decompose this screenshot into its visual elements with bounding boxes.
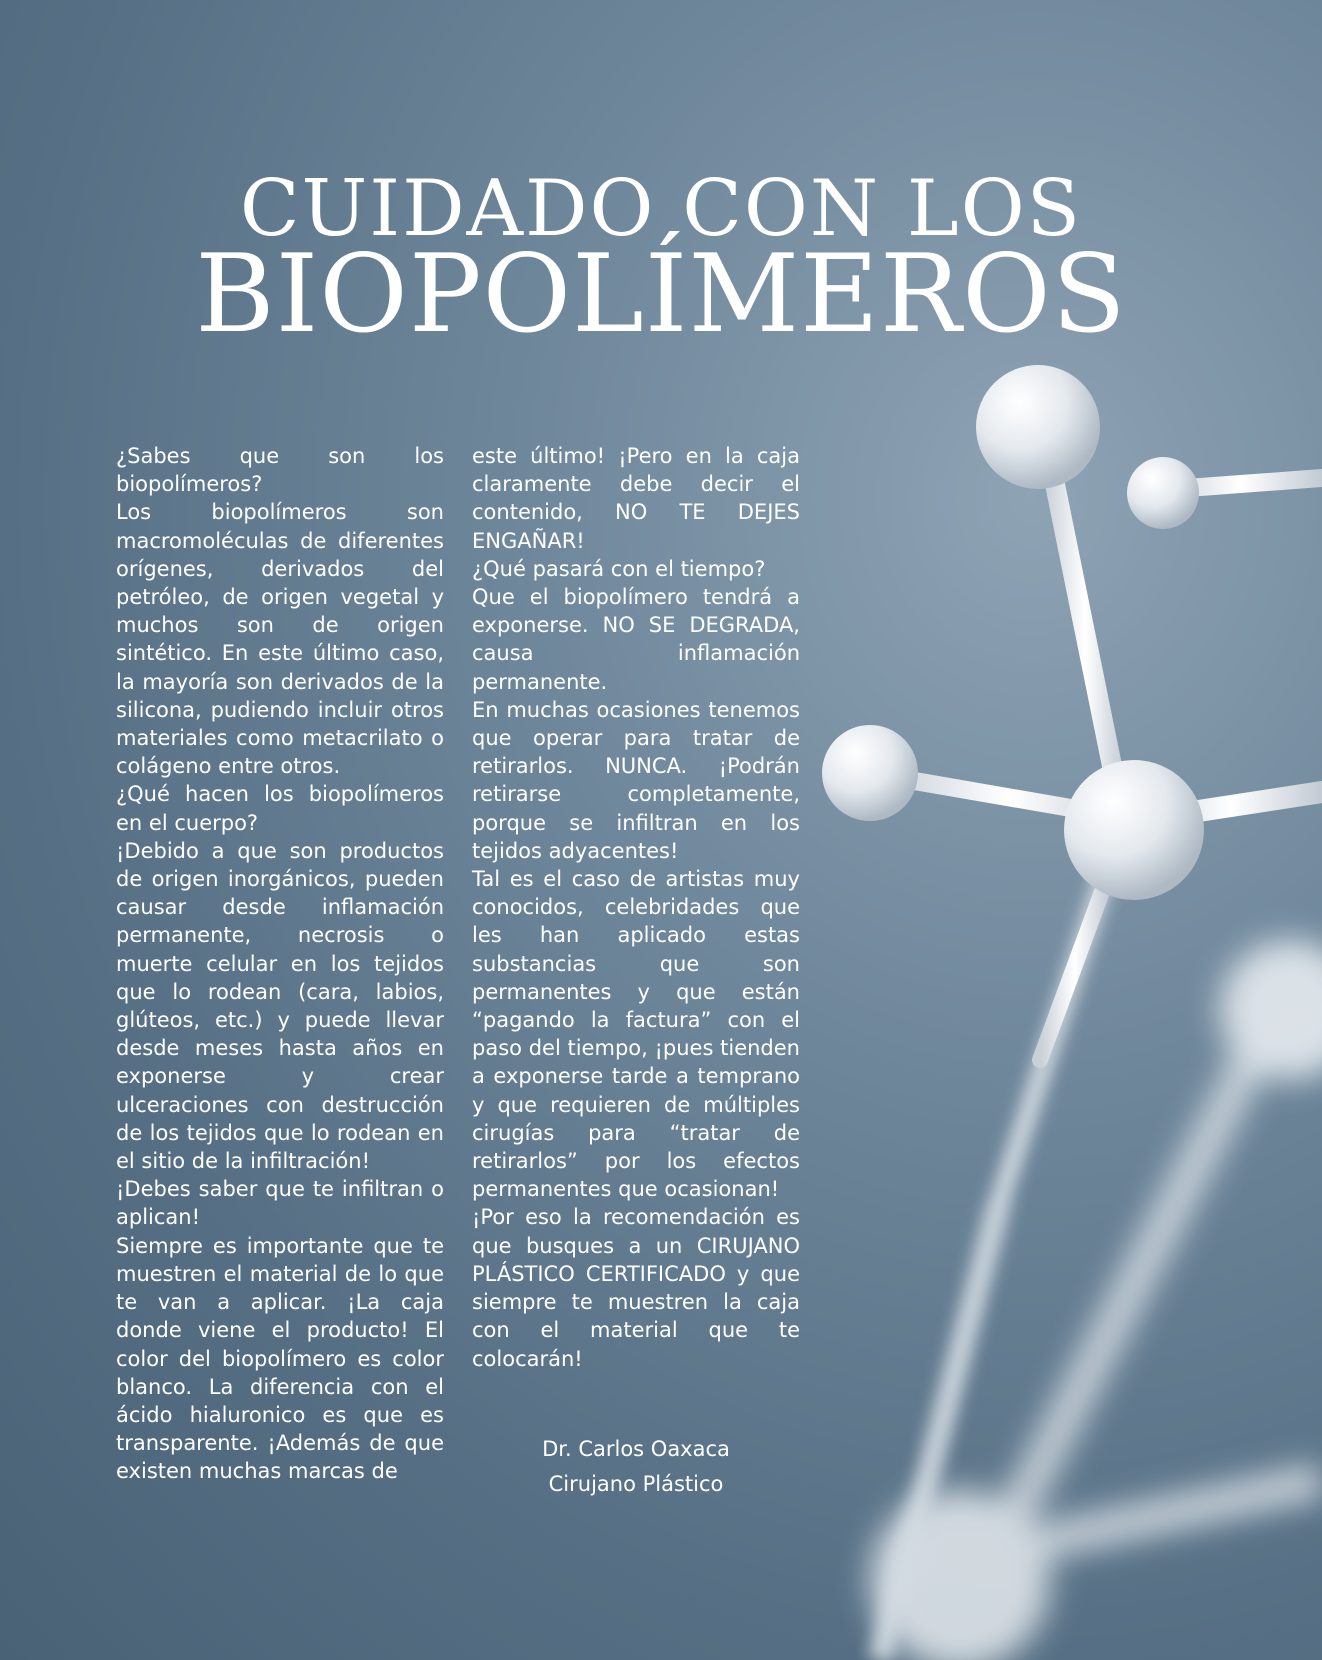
author-name: Dr. Carlos Oaxaca xyxy=(542,1437,730,1461)
paragraph: ¡Por eso la recomendación es que busques a un CIRUJANO PLÁSTICO CERTIFICADO y que siempre te muestren la caja con el material que te colocarán! xyxy=(472,1205,800,1371)
paragraph: Siempre es importante que te muestren el material de lo que te van a aplicar. ¡La caja donde viene el producto! El color del biopolímero es color blanco. La diferencia con el ácido hialuronico es que es transparente. ¡Además de que existen muchas marcas de xyxy=(116,1233,444,1484)
paragraph: Los biopolímeros son macromoléculas de diferentes orígenes, derivados del petróleo, de origen vegetal y muchos son de origen sintético. En este último caso, la mayoría son derivados de la silicona, pudiendo incluir otros materiales como metacrilato o colágeno entre otros. xyxy=(116,500,444,779)
paragraph: ¿Qué pasará con el tiempo? xyxy=(472,556,766,581)
article-column-left xyxy=(116,442,444,1486)
paragraph: En muchas ocasiones tenemos que operar para tratar de retirarlos. NUNCA. ¡Podrán retirarse completamente, porque se infiltran en los tejidos adyacentes! xyxy=(472,697,800,863)
page-title-line1: CUIDADO CON LOS xyxy=(239,164,1083,254)
author-signature xyxy=(472,1432,800,1502)
paragraph: este último! ¡Pero en la caja claramente debe decir el contenido, NO TE DEJES ENGAÑAR! xyxy=(472,444,800,553)
paragraph: ¡Debes saber que te infiltran o aplican! xyxy=(116,1177,444,1230)
paragraph: ¡Debido a que son productos de origen inorgánicos, pueden causar desde inflamación permanente, necrosis o muerte celular en los tejidos que lo rodean (cara, labios, glúteos, etc.) y puede llevar desde meses hasta años en exponerse y crear ulceraciones con destrucción de los tejidos que lo rodean en el sitio de la infiltración! xyxy=(116,838,444,1174)
article-column-right xyxy=(472,442,800,1373)
paragraph: ¿Qué hacen los biopolímeros en el cuerpo? xyxy=(116,782,444,835)
page-title-line2: BIOPOLÍMEROS xyxy=(195,232,1127,357)
paragraph: ¿Sabes que son los biopolímeros? xyxy=(116,444,444,497)
author-role: Cirujano Plástico xyxy=(548,1472,724,1496)
paragraph: Tal es el caso de artistas muy conocidos, celebridades que les han aplicado estas substancias que son permanentes y que están “pagando la factura” con el paso del tiempo, ¡pues tienden a exponerse tarde a temprano y que requieren de múltiples cirugías para “tratar de retirarlos” por los efectos permanentes que ocasionan! xyxy=(472,867,800,1202)
paragraph: Que el biopolímero tendrá a exponerse. NO SE DEGRADA, causa inflamación permanente. xyxy=(472,585,800,694)
